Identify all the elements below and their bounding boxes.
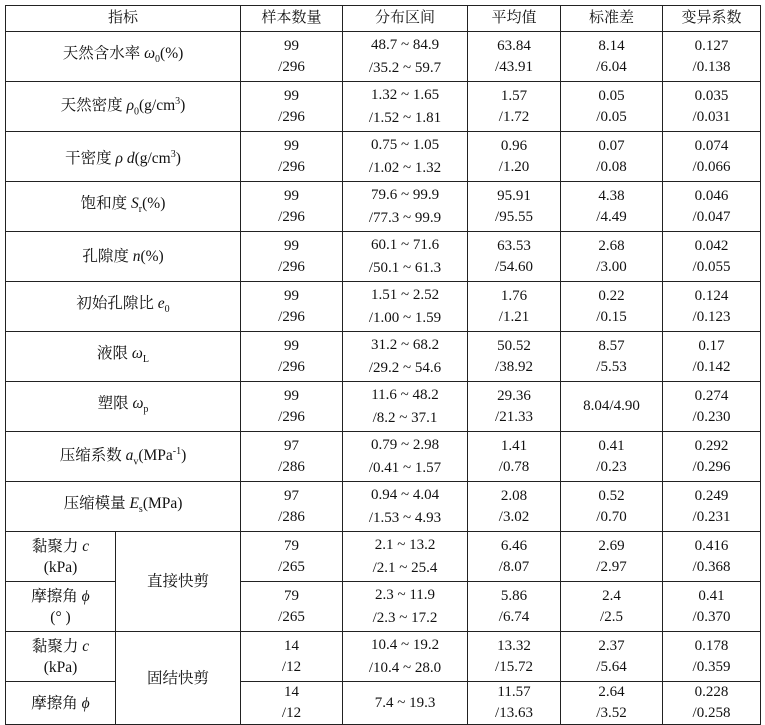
table-row	[6, 632, 761, 682]
cell-range-value: 7.4 ~ 19.3	[374, 694, 436, 711]
cell-n-line1: 14	[284, 637, 300, 654]
cell-n-line1: 97	[284, 487, 300, 504]
cell-sd	[561, 82, 663, 132]
cell-range	[343, 582, 468, 632]
cell-range	[343, 32, 468, 82]
cell-mean	[468, 132, 561, 182]
cell-n	[241, 32, 343, 82]
indicator-symbol: n	[132, 248, 141, 265]
indicator-label: 干密度	[65, 150, 116, 168]
cell-n-line2: /12	[281, 658, 302, 675]
cell-mean	[468, 82, 561, 132]
indicator-symbol: a	[125, 447, 134, 465]
cell-cv-line1: 0.127	[694, 37, 729, 54]
indicator-subscript: L	[142, 354, 149, 366]
cell-mean-line1: 2.08	[500, 487, 528, 504]
indicator-unit-close: )	[180, 97, 186, 115]
cell-range-line2: /0.41 ~ 1.57	[368, 459, 442, 476]
cell-cv	[663, 432, 761, 482]
cell-range-line1: 1.32 ~ 1.65	[370, 86, 440, 103]
cell-n	[241, 182, 343, 232]
cell-mean	[468, 232, 561, 282]
cell-cv-line2: /0.138	[692, 58, 731, 75]
cell-range-line2: /77.3 ~ 99.9	[368, 209, 442, 226]
cell-mean	[468, 282, 561, 332]
cell-mean-line2: /15.72	[495, 658, 533, 675]
indicator-label: 初始孔隙比	[76, 294, 158, 312]
col-header-indicator: 指标	[6, 6, 241, 32]
indicator-name	[6, 482, 241, 532]
cell-n-line1: 99	[284, 37, 300, 54]
indicator-unit-superscript: -1	[172, 445, 182, 457]
cell-cv-line1: 0.042	[694, 237, 729, 254]
cell-mean	[468, 182, 561, 232]
cell-sd-line2: /3.52	[596, 705, 627, 721]
indicator-unit-superscript: 3	[170, 148, 176, 160]
cell-range	[343, 332, 468, 382]
cell-sd	[561, 682, 663, 725]
table-row	[6, 182, 761, 232]
cell-sd-line1: 2.68	[598, 237, 625, 254]
table-row	[6, 482, 761, 532]
cell-range-line1: 48.7 ~ 84.9	[370, 36, 440, 53]
indicator-label: 天然密度	[60, 97, 127, 115]
cell-n-line1: 99	[284, 337, 300, 354]
cell-mean-line2: /38.92	[495, 358, 533, 375]
indicator-subscript: p	[143, 404, 149, 416]
cell-n-line1: 99	[284, 137, 300, 154]
cell-mean	[468, 532, 561, 582]
cell-cv-line2: /0.066	[692, 158, 731, 175]
cell-cv	[663, 132, 761, 182]
header-row	[6, 6, 761, 32]
cell-n-line2: /296	[278, 358, 305, 375]
cell-cv-line1: 0.046	[694, 187, 729, 204]
table-body	[6, 32, 761, 725]
indicator-name	[6, 182, 241, 232]
cell-sd-line1: 0.52	[598, 487, 625, 504]
shear-test-type: 直接快剪	[116, 532, 241, 632]
cell-cv-line2: /0.258	[692, 705, 731, 721]
table-row	[6, 382, 761, 432]
cell-mean-line2: /1.20	[498, 158, 530, 175]
cell-range-line1: 31.2 ~ 68.2	[370, 336, 440, 353]
cell-sd-line2: /5.64	[596, 658, 627, 675]
cell-sd-line2: /4.49	[596, 208, 627, 225]
cell-cv-line2: /0.230	[692, 408, 731, 425]
shear-param-symbol: ϕ	[81, 587, 90, 605]
cell-n-line2: /265	[278, 608, 305, 625]
cell-mean-line2: /1.72	[498, 108, 530, 125]
table-row	[6, 132, 761, 182]
cell-cv-line1: 0.292	[694, 437, 729, 454]
cell-sd-line1: 4.38	[598, 187, 625, 204]
cell-range-line2: /29.2 ~ 54.6	[368, 359, 442, 376]
cell-range-line2: /1.00 ~ 1.59	[368, 309, 442, 326]
cell-cv-line1: 0.249	[694, 487, 729, 504]
col-header-cv: 变异系数	[663, 6, 761, 32]
cell-range	[343, 432, 468, 482]
shear-param-label: 摩擦角	[31, 587, 82, 605]
cell-range	[343, 482, 468, 532]
cell-range-line1: 0.75 ~ 1.05	[370, 136, 440, 153]
cell-n-line1: 99	[284, 187, 300, 204]
cell-sd-line2: /3.00	[596, 258, 627, 275]
cell-mean-line1: 95.91	[497, 187, 531, 204]
cell-sd	[561, 282, 663, 332]
cell-sd-line2: /2.5	[600, 608, 623, 625]
table-row	[6, 532, 761, 582]
cell-n	[241, 332, 343, 382]
cell-cv-line2: /0.231	[692, 508, 731, 525]
indicator-subscript: s	[138, 504, 143, 516]
cell-range-line1: 2.1 ~ 13.2	[374, 536, 436, 553]
cell-range	[343, 132, 468, 182]
cell-cv	[663, 482, 761, 532]
cell-mean-line2: /13.63	[495, 705, 533, 721]
cell-mean	[468, 632, 561, 682]
cell-range	[343, 282, 468, 332]
cell-range-line2: /35.2 ~ 59.7	[368, 59, 442, 76]
cell-sd-line1: 0.41	[598, 437, 625, 454]
cell-cv	[663, 682, 761, 725]
indicator-unit: (%)	[160, 44, 184, 62]
cell-sd	[561, 532, 663, 582]
cell-sd-line2: /0.23	[596, 458, 627, 475]
cell-n-line1: 99	[284, 87, 300, 104]
cell-mean-line1: 1.76	[500, 287, 528, 304]
cell-sd-line2: /0.15	[596, 308, 627, 325]
cell-sd-line1: 0.07	[598, 137, 625, 154]
cell-range-line1: 60.1 ~ 71.6	[370, 236, 440, 253]
cell-mean-line2: /3.02	[498, 508, 530, 525]
cell-cv-line1: 0.178	[694, 637, 729, 654]
indicator-unit-close: )	[175, 150, 181, 168]
cell-n-line1: 79	[284, 587, 300, 604]
cell-cv	[663, 282, 761, 332]
cell-sd-line1: 2.37	[598, 637, 625, 654]
indicator-symbol: S	[131, 194, 139, 212]
cell-sd-line1: 2.69	[598, 537, 625, 554]
cell-cv	[663, 182, 761, 232]
cell-n	[241, 282, 343, 332]
cell-cv-line2: /0.047	[692, 208, 731, 225]
cell-cv-line1: 0.228	[694, 684, 729, 700]
cell-sd-line2: /0.05	[596, 108, 627, 125]
cell-n	[241, 682, 343, 725]
cell-mean-line1: 29.36	[497, 387, 531, 404]
indicator-subscript: v	[133, 456, 139, 468]
table-row	[6, 332, 761, 382]
cell-cv-line1: 0.035	[694, 87, 729, 104]
indicator-label: 饱和度	[80, 194, 132, 212]
shear-param-name	[6, 682, 116, 725]
col-header-mean: 平均值	[468, 6, 561, 32]
cell-mean	[468, 582, 561, 632]
cell-range	[343, 382, 468, 432]
table-row	[6, 432, 761, 482]
cell-n	[241, 432, 343, 482]
shear-param-unit: (kPa)	[43, 658, 78, 676]
cell-mean-line2: /43.91	[495, 58, 533, 75]
shear-param-name	[6, 532, 116, 582]
cell-range	[343, 232, 468, 282]
shear-param-unit: (° )	[50, 608, 71, 626]
cell-n-line2: /296	[278, 258, 305, 275]
cell-cv	[663, 32, 761, 82]
indicator-unit: (%)	[142, 194, 166, 212]
cell-n	[241, 532, 343, 582]
shear-param-unit: (kPa)	[43, 558, 78, 576]
indicator-name	[6, 132, 241, 182]
cell-mean-line2: /21.33	[495, 408, 533, 425]
indicator-unit: (MPa	[138, 447, 173, 465]
cell-mean-line2: /6.74	[498, 608, 530, 625]
cell-cv-line1: 0.17	[698, 337, 725, 354]
cell-n-line2: /286	[278, 508, 305, 525]
cell-sd-line1: 0.05	[598, 87, 625, 104]
cell-cv-line1: 0.274	[694, 387, 729, 404]
cell-mean-line1: 63.53	[497, 237, 531, 254]
cell-n-line2: /296	[278, 58, 305, 75]
shear-param-symbol: c	[82, 537, 90, 555]
shear-param-name	[6, 582, 116, 632]
cell-sd-line2: /0.70	[596, 508, 627, 525]
cell-n-line2: /296	[278, 308, 305, 325]
cell-n-line2: /265	[278, 558, 305, 575]
cell-cv-line2: /0.055	[692, 258, 731, 275]
cell-n-line2: /296	[278, 108, 305, 125]
cell-mean-line1: 11.57	[497, 684, 531, 700]
indicator-symbol: ρ	[126, 97, 135, 115]
col-header-std-dev: 标准差	[561, 6, 663, 32]
cell-cv	[663, 532, 761, 582]
cell-cv-line2: /0.370	[692, 608, 731, 625]
shear-param-label: 摩擦角	[31, 694, 82, 712]
cell-cv-line2: /0.123	[692, 308, 731, 325]
cell-n-line2: /296	[278, 158, 305, 175]
cell-sd	[561, 332, 663, 382]
cell-sd-line2: /6.04	[596, 58, 627, 75]
cell-range-line2: /10.4 ~ 28.0	[368, 659, 442, 676]
indicator-symbol: ρ d	[115, 150, 135, 168]
indicator-subscript: 0	[134, 106, 140, 118]
cell-n	[241, 232, 343, 282]
indicator-symbol: ω	[131, 344, 143, 362]
cell-n	[241, 82, 343, 132]
cell-n	[241, 632, 343, 682]
cell-cv-line1: 0.124	[694, 287, 729, 304]
cell-n-line1: 99	[284, 387, 300, 404]
cell-range	[343, 682, 468, 725]
indicator-name	[6, 32, 241, 82]
cell-n	[241, 132, 343, 182]
cell-cv-line2: /0.031	[692, 108, 731, 125]
cell-range-line2: /2.1 ~ 25.4	[372, 559, 438, 576]
cell-cv-line1: 0.074	[694, 137, 729, 154]
cell-cv	[663, 582, 761, 632]
cell-range-line1: 1.51 ~ 2.52	[370, 286, 440, 303]
indicator-unit: (g/cm	[139, 97, 176, 115]
cell-cv-line2: /0.359	[692, 658, 731, 675]
cell-n	[241, 382, 343, 432]
cell-sd	[561, 182, 663, 232]
cell-mean-line1: 50.52	[497, 337, 531, 354]
cell-range-line2: /1.52 ~ 1.81	[368, 109, 442, 126]
shear-param-symbol: c	[82, 637, 90, 655]
indicator-subscript: 0	[164, 304, 170, 316]
indicator-name	[6, 282, 241, 332]
cell-mean-line1: 6.46	[500, 537, 528, 554]
table-row	[6, 32, 761, 82]
cell-n-line2: /296	[278, 408, 305, 425]
soil-properties-table	[5, 5, 761, 725]
shear-test-type: 固结快剪	[116, 632, 241, 725]
indicator-name	[6, 332, 241, 382]
indicator-subscript: 0	[155, 54, 161, 66]
cell-mean-line1: 13.32	[497, 637, 531, 654]
cell-cv-line2: /0.296	[692, 458, 731, 475]
cell-cv-line2: /0.142	[692, 358, 731, 375]
shear-param-label: 黏聚力	[31, 637, 83, 655]
indicator-unit: (g/cm	[134, 150, 171, 168]
cell-range-line2: /2.3 ~ 17.2	[372, 609, 438, 626]
cell-sd-line2: /0.08	[596, 158, 627, 175]
shear-param-symbol: ϕ	[81, 694, 90, 712]
cell-sd	[561, 132, 663, 182]
cell-n-line2: /286	[278, 458, 305, 475]
cell-mean-line1: 0.96	[500, 137, 528, 154]
indicator-name	[6, 382, 241, 432]
cell-sd-line1: 2.64	[598, 684, 625, 700]
indicator-symbol: e	[157, 294, 165, 312]
cell-sd	[561, 232, 663, 282]
indicator-label: 压缩模量	[63, 494, 130, 512]
cell-sd-line1: 0.22	[598, 287, 625, 304]
cell-cv	[663, 232, 761, 282]
cell-range-line1: 0.94 ~ 4.04	[370, 486, 440, 503]
cell-sd-line2: /2.97	[596, 558, 627, 575]
cell-range-line2: /50.1 ~ 61.3	[368, 259, 442, 276]
col-header-sample-count: 样本数量	[241, 6, 343, 32]
cell-range-line2: /1.02 ~ 1.32	[368, 159, 442, 176]
indicator-label: 天然含水率	[62, 44, 145, 62]
cell-mean	[468, 32, 561, 82]
cell-sd-value: 8.04/4.90	[583, 398, 640, 414]
cell-mean-line2: /8.07	[498, 558, 530, 575]
cell-cv	[663, 382, 761, 432]
cell-range-line1: 79.6 ~ 99.9	[370, 186, 440, 203]
cell-sd	[561, 382, 663, 432]
cell-range-line1: 2.3 ~ 11.9	[374, 586, 436, 603]
cell-sd	[561, 482, 663, 532]
cell-n-line1: 79	[284, 537, 300, 554]
indicator-label: 液限	[97, 344, 132, 362]
cell-sd-line1: 8.57	[598, 337, 625, 354]
cell-range	[343, 182, 468, 232]
cell-range	[343, 632, 468, 682]
cell-mean-line2: /1.21	[498, 308, 530, 325]
cell-n-line2: /12	[281, 705, 302, 721]
table-row	[6, 82, 761, 132]
cell-n-line1: 14	[284, 684, 300, 700]
cell-cv	[663, 82, 761, 132]
cell-cv	[663, 332, 761, 382]
cell-mean-line2: /0.78	[498, 458, 530, 475]
cell-range-line2: /8.2 ~ 37.1	[372, 409, 438, 426]
cell-n-line2: /296	[278, 208, 305, 225]
cell-mean	[468, 382, 561, 432]
cell-sd	[561, 432, 663, 482]
shear-param-name	[6, 632, 116, 682]
table-row	[6, 282, 761, 332]
cell-mean	[468, 332, 561, 382]
cell-n	[241, 582, 343, 632]
indicator-name	[6, 232, 241, 282]
cell-mean-line2: /95.55	[495, 208, 533, 225]
shear-param-label: 黏聚力	[31, 537, 83, 555]
cell-sd-line1: 8.14	[598, 37, 625, 54]
cell-cv-line2: /0.368	[692, 558, 731, 575]
indicator-unit: (MPa)	[142, 494, 183, 512]
cell-range	[343, 532, 468, 582]
indicator-symbol: ω	[132, 394, 144, 412]
cell-range-line1: 10.4 ~ 19.2	[370, 636, 440, 653]
cell-range-line1: 0.79 ~ 2.98	[370, 436, 440, 453]
cell-mean-line1: 1.57	[500, 87, 528, 104]
cell-sd-line2: /5.53	[596, 358, 627, 375]
indicator-unit-close: )	[181, 447, 187, 465]
cell-cv-line1: 0.416	[694, 537, 729, 554]
indicator-unit-superscript: 3	[175, 95, 181, 107]
indicator-name	[6, 82, 241, 132]
indicator-symbol: ω	[144, 44, 156, 62]
cell-n-line1: 99	[284, 237, 300, 254]
cell-mean-line2: /54.60	[495, 258, 533, 275]
cell-n	[241, 482, 343, 532]
indicator-unit: (%)	[140, 248, 164, 265]
cell-range-line1: 11.6 ~ 48.2	[371, 386, 439, 403]
cell-sd	[561, 632, 663, 682]
cell-n-line1: 97	[284, 437, 300, 454]
cell-cv-line1: 0.41	[698, 587, 725, 604]
indicator-label: 塑限	[97, 394, 133, 412]
cell-range-line2: /1.53 ~ 4.93	[368, 509, 442, 526]
cell-mean	[468, 682, 561, 725]
indicator-label: 孔隙度	[82, 248, 133, 265]
col-header-range: 分布区间	[343, 6, 468, 32]
cell-sd	[561, 32, 663, 82]
cell-cv	[663, 632, 761, 682]
cell-mean	[468, 432, 561, 482]
cell-n-line1: 99	[284, 287, 300, 304]
cell-mean-line1: 63.84	[497, 37, 531, 54]
indicator-label: 压缩系数	[59, 447, 126, 465]
cell-sd-line1: 2.4	[602, 587, 621, 604]
cell-range	[343, 82, 468, 132]
indicator-symbol: E	[129, 494, 139, 512]
cell-mean-line1: 5.86	[500, 587, 528, 604]
indicator-subscript: r	[138, 204, 143, 216]
cell-mean-line1: 1.41	[500, 437, 528, 454]
table-row	[6, 232, 761, 282]
cell-mean	[468, 482, 561, 532]
indicator-name	[6, 432, 241, 482]
cell-sd	[561, 582, 663, 632]
